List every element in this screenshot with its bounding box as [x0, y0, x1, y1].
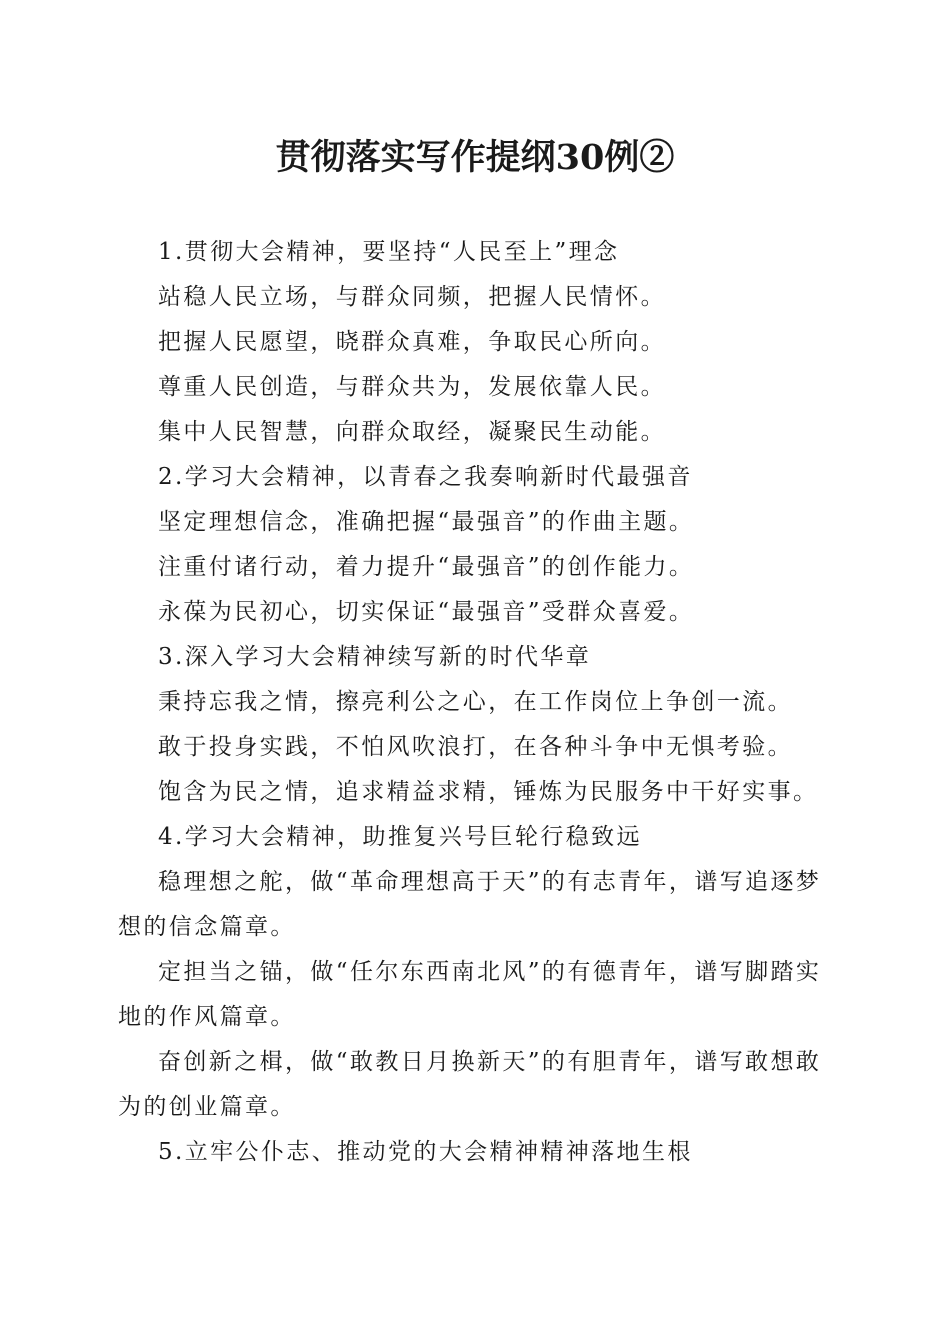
paragraph: 敢于投身实践，不怕风吹浪打，在各种斗争中无惧考验。	[158, 734, 793, 760]
document-title: 贯彻落实写作提纲30例②	[275, 137, 675, 178]
paragraph: 定担当之锚，做“任尔东西南北风”的有德青年，谱写脚踏实地的作风篇章。	[118, 959, 822, 1030]
paragraph-heading-1: 1.贯彻大会精神，要坚持“人民至上”理念	[158, 239, 620, 265]
paragraph: 注重付诸行动，着力提升“最强音”的创作能力。	[158, 554, 695, 580]
paragraph-heading-4: 4.学习大会精神，助推复兴号巨轮行稳致远	[158, 824, 642, 850]
paragraph-heading-3: 3.深入学习大会精神续写新的时代华章	[158, 644, 592, 670]
paragraph-heading-5: 5.立牢公仆志、推动党的大会精神精神落地生根	[158, 1139, 693, 1165]
paragraph: 饱含为民之情，追求精益求精，锤炼为民服务中干好实事。	[158, 779, 819, 805]
paragraph: 秉持忘我之情，擦亮利公之心，在工作岗位上争创一流。	[158, 689, 793, 715]
paragraph: 尊重人民创造，与群众共为，发展依靠人民。	[158, 374, 666, 400]
paragraph: 坚定理想信念，准确把握“最强音”的作曲主题。	[158, 509, 695, 535]
paragraph: 把握人民愿望，晓群众真难，争取民心所向。	[158, 329, 666, 355]
paragraph: 站稳人民立场，与群众同频，把握人民情怀。	[158, 284, 666, 310]
paragraph: 永葆为民初心，切实保证“最强音”受群众喜爱。	[158, 599, 695, 625]
paragraph: 奋创新之楫，做“敢教日月换新天”的有胆青年，谱写敢想敢为的创业篇章。	[118, 1049, 822, 1120]
paragraph: 集中人民智慧，向群众取经，凝聚民生动能。	[158, 419, 666, 445]
document-body	[118, 230, 830, 1175]
paragraph: 稳理想之舵，做“革命理想高于天”的有志青年，谱写追逐梦想的信念篇章。	[118, 869, 822, 940]
paragraph-heading-2: 2.学习大会精神，以青春之我奏响新时代最强音	[158, 464, 693, 490]
